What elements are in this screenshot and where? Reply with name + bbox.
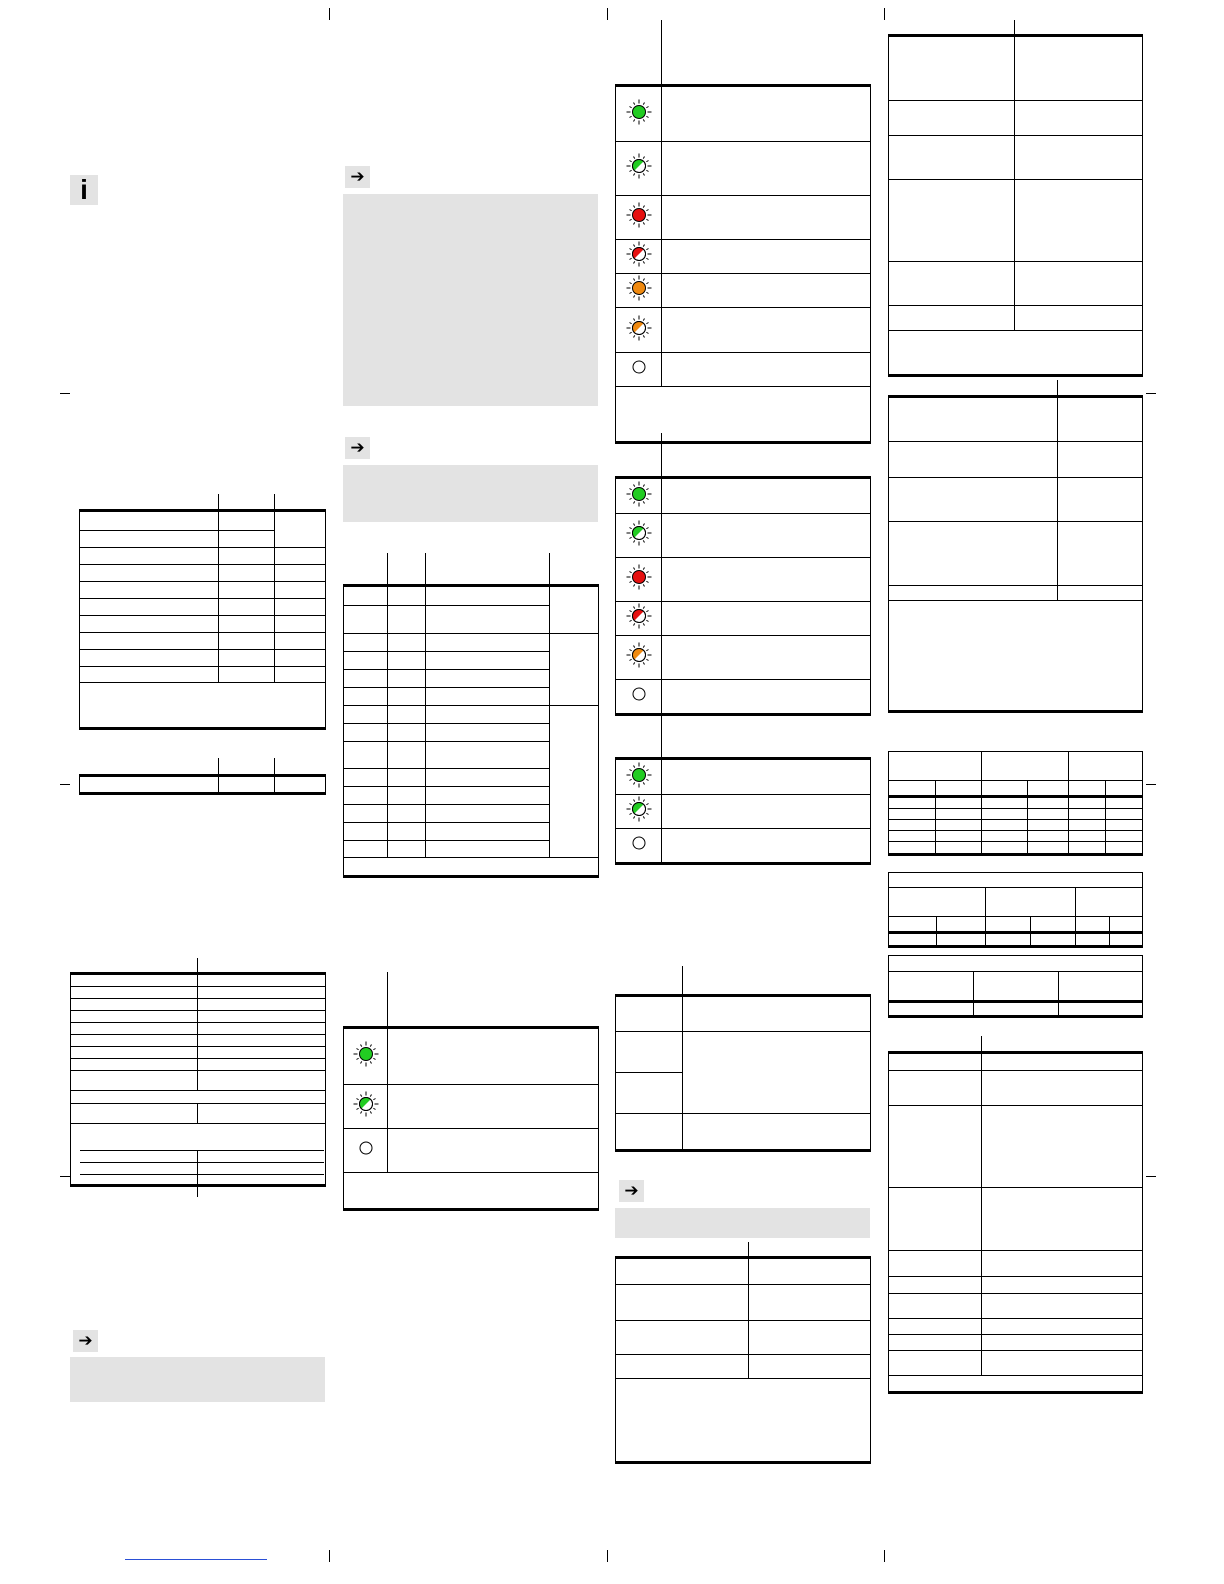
- fold-mark: [1146, 784, 1156, 785]
- led-red-flashing-icon: [625, 602, 653, 630]
- fold-mark: [1146, 1176, 1156, 1177]
- note-arrow-icon: ➔: [345, 437, 370, 459]
- note-arrow-icon: ➔: [345, 166, 370, 188]
- led-red-on-icon: [625, 201, 653, 229]
- led-red-on-icon: [625, 563, 653, 591]
- crop-mark: [607, 8, 608, 20]
- led-red-flashing-icon: [625, 240, 653, 268]
- crop-mark: [329, 8, 330, 20]
- led-green-flashing-icon: [352, 1090, 380, 1118]
- led-green-on-icon: [625, 98, 653, 126]
- note-box: [343, 465, 598, 522]
- spec-table: [888, 1036, 1143, 1394]
- fold-mark: [60, 784, 70, 785]
- led-off-icon: [352, 1134, 380, 1162]
- spec-table: [888, 872, 1143, 948]
- spec-table: [79, 494, 326, 730]
- table-rule: [80, 1174, 324, 1175]
- spec-table: [888, 380, 1143, 713]
- spec-table: [888, 955, 1143, 1018]
- spec-table: [888, 736, 1143, 856]
- led-off-icon: [625, 353, 653, 381]
- note-arrow-icon: ➔: [619, 1180, 644, 1202]
- led-green-on-icon: [625, 761, 653, 789]
- note-box: [343, 194, 598, 406]
- pin-table: [343, 553, 599, 878]
- table-rule: [80, 1185, 324, 1186]
- note-box: [615, 1208, 870, 1238]
- info-icon: i: [80, 174, 88, 205]
- spec-table: [888, 20, 1143, 377]
- led-status-table: [615, 716, 871, 865]
- crop-mark: [329, 1550, 330, 1562]
- led-off-icon: [625, 829, 653, 857]
- fold-mark: [60, 1176, 70, 1177]
- fold-mark: [60, 393, 70, 394]
- spec-table: [615, 966, 871, 1152]
- led-green-flashing-icon: [625, 152, 653, 180]
- crop-mark: [884, 1550, 885, 1562]
- led-green-flashing-icon: [625, 795, 653, 823]
- led-green-on-icon: [352, 1040, 380, 1068]
- led-orange-flashing-icon: [625, 641, 653, 669]
- note-box: [70, 1357, 325, 1402]
- led-orange-flashing-icon: [625, 314, 653, 342]
- spec-table: [79, 758, 326, 795]
- led-status-table: [343, 972, 599, 1211]
- fold-mark: [1146, 393, 1156, 394]
- spec-table: [70, 958, 326, 1187]
- table-rule: [197, 1150, 198, 1197]
- led-off-icon: [625, 680, 653, 708]
- table-rule: [80, 1162, 324, 1163]
- footer-link-underline[interactable]: [125, 1559, 267, 1560]
- led-green-flashing-icon: [625, 519, 653, 547]
- spec-table: [615, 1242, 871, 1464]
- table-rule: [80, 1150, 324, 1151]
- led-status-table: [615, 20, 871, 444]
- led-orange-on-icon: [625, 274, 653, 302]
- led-status-table: [615, 433, 871, 716]
- crop-mark: [607, 1550, 608, 1562]
- info-note-box: [70, 175, 98, 205]
- note-arrow-icon: ➔: [73, 1330, 98, 1352]
- crop-mark: [884, 8, 885, 20]
- led-green-on-icon: [625, 480, 653, 508]
